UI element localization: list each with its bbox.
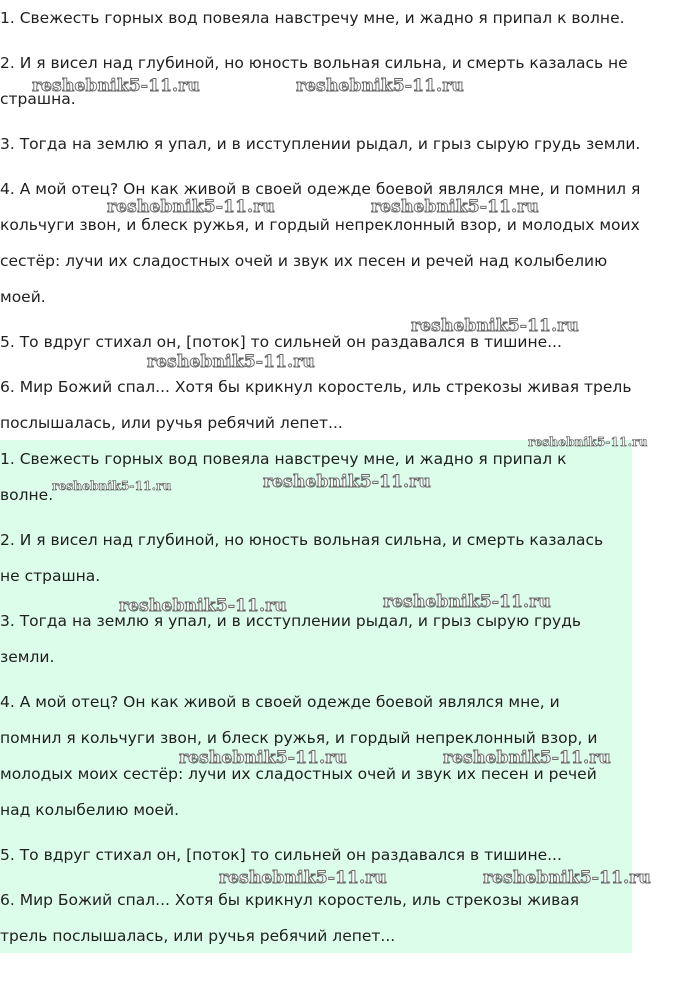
watermark: reshebnik5-11.ru [383,592,551,612]
s2-paragraph-1-line-2: волне. [0,486,54,504]
s1-paragraph-3: 3. Тогда на землю я упал, и в исступлении рыдал, и грыз сырую грудь земли. [0,135,641,153]
s1-paragraph-6-line-1: 6. Мир Божий спал... Хотя бы крикнул коростель, иль стрекозы живая трель [0,378,632,396]
s1-paragraph-2-line-2: страшна. [0,90,76,108]
s1-paragraph-2-line-1: 2. И я висел над глубиной, но юность вольная сильна, и смерть казалась не [0,54,628,72]
watermark: reshebnik5-11.ru [119,596,287,616]
s2-paragraph-2-line-1: 2. И я висел над глубиной, но юность вольная сильна, и смерть казалась [0,531,604,549]
watermark: reshebnik5-11.ru [52,479,172,493]
s1-paragraph-6-line-2: послышалась, или ручья ребячий лепет... [0,414,343,432]
s2-paragraph-4-line-4: над колыбелию моей. [0,801,180,819]
s1-paragraph-5: 5. То вдруг стихал он, [поток] то сильней он раздавался в тишине... [0,333,562,351]
s2-paragraph-3-line-1: 3. Тогда на землю я упал, и в исступлении рыдал, и грыз сырую грудь [0,612,582,630]
watermark: reshebnik5-11.ru [443,748,611,768]
s2-paragraph-4-line-1: 4. А мой отец? Он как живой в своей одежде боевой являлся мне, и [0,693,560,711]
s1-paragraph-4-line-2: кольчуги звон, и блеск ружья, и гордый непреклонный взор, и молодых моих [0,216,640,234]
watermark: reshebnik5-11.ru [32,76,200,96]
watermark: reshebnik5-11.ru [147,352,315,372]
s2-paragraph-6-line-1: 6. Мир Божий спал... Хотя бы крикнул коростель, иль стрекозы живая [0,891,580,909]
watermark: reshebnik5-11.ru [411,316,579,336]
watermark: reshebnik5-11.ru [107,197,275,217]
watermark: reshebnik5-11.ru [371,197,539,217]
s2-paragraph-5: 5. То вдруг стихал он, [поток] то сильней он раздавался в тишине... [0,846,562,864]
watermark: reshebnik5-11.ru [296,76,464,96]
s1-paragraph-4-line-1: 4. А мой отец? Он как живой в своей одежде боевой являлся мне, и помнил я [0,180,641,198]
watermark: reshebnik5-11.ru [179,748,347,768]
s1-paragraph-1: 1. Свежесть горных вод повеяла навстречу мне, и жадно я припал к волне. [0,9,625,27]
watermark: reshebnik5-11.ru [219,868,387,888]
s2-paragraph-2-line-2: не страшна. [0,567,101,585]
s2-paragraph-4-line-3: молодых моих сестёр: лучи их сладостных очей и звук их песен и речей [0,765,597,783]
s2-paragraph-6-line-2: трель послышалась, или ручья ребячий лепет... [0,927,396,945]
s1-paragraph-4-line-4: моей. [0,288,46,306]
s2-paragraph-1-line-1: 1. Свежесть горных вод повеяла навстречу мне, и жадно я припал к [0,450,567,468]
watermark: reshebnik5-11.ru [263,472,431,492]
s2-paragraph-4-line-2: помнил я кольчуги звон, и блеск ружья, и гордый непреклонный взор, и [0,729,598,747]
watermark: reshebnik5-11.ru [528,435,648,449]
s2-paragraph-3-line-2: земли. [0,648,55,666]
s1-paragraph-4-line-3: сестёр: лучи их сладостных очей и звук их песен и речей над колыбелию [0,252,608,270]
watermark: reshebnik5-11.ru [483,868,651,888]
